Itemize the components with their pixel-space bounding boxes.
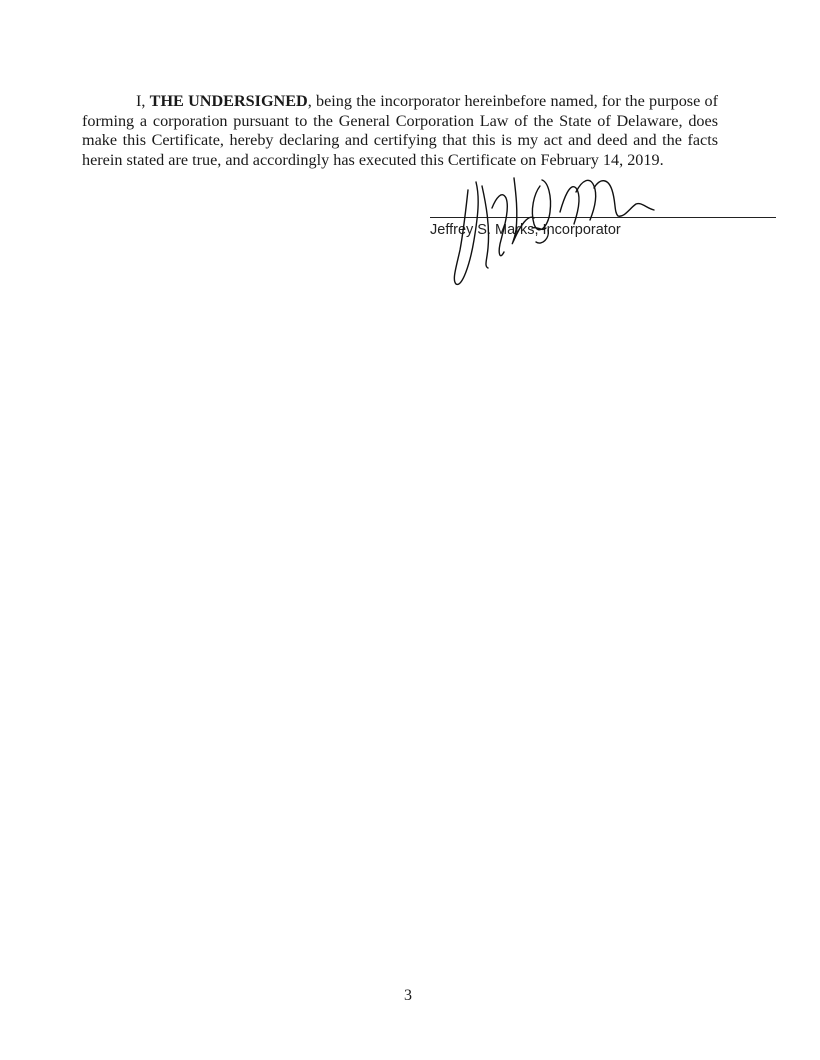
certification-paragraph [82,92,718,170]
paragraph-opening: I, [136,92,150,110]
paragraph-body: , being the incorporator hereinbefore named, for the purpose of forming a corporation pursuant to the General Corporation Law of the State of Delaware, does make this Certificate, hereby declaring and certifying that this is my act and deed and the facts herein stated are true, and accordingly has executed this Certificate on February 14, 2019. [82,92,718,169]
undersigned-emphasis: THE UNDERSIGNED [149,92,308,110]
handwritten-signature [430,168,790,288]
page-number: 3 [404,987,412,1004]
signature-caption: Jeffrey S. Marks, Incorporator [430,222,621,238]
